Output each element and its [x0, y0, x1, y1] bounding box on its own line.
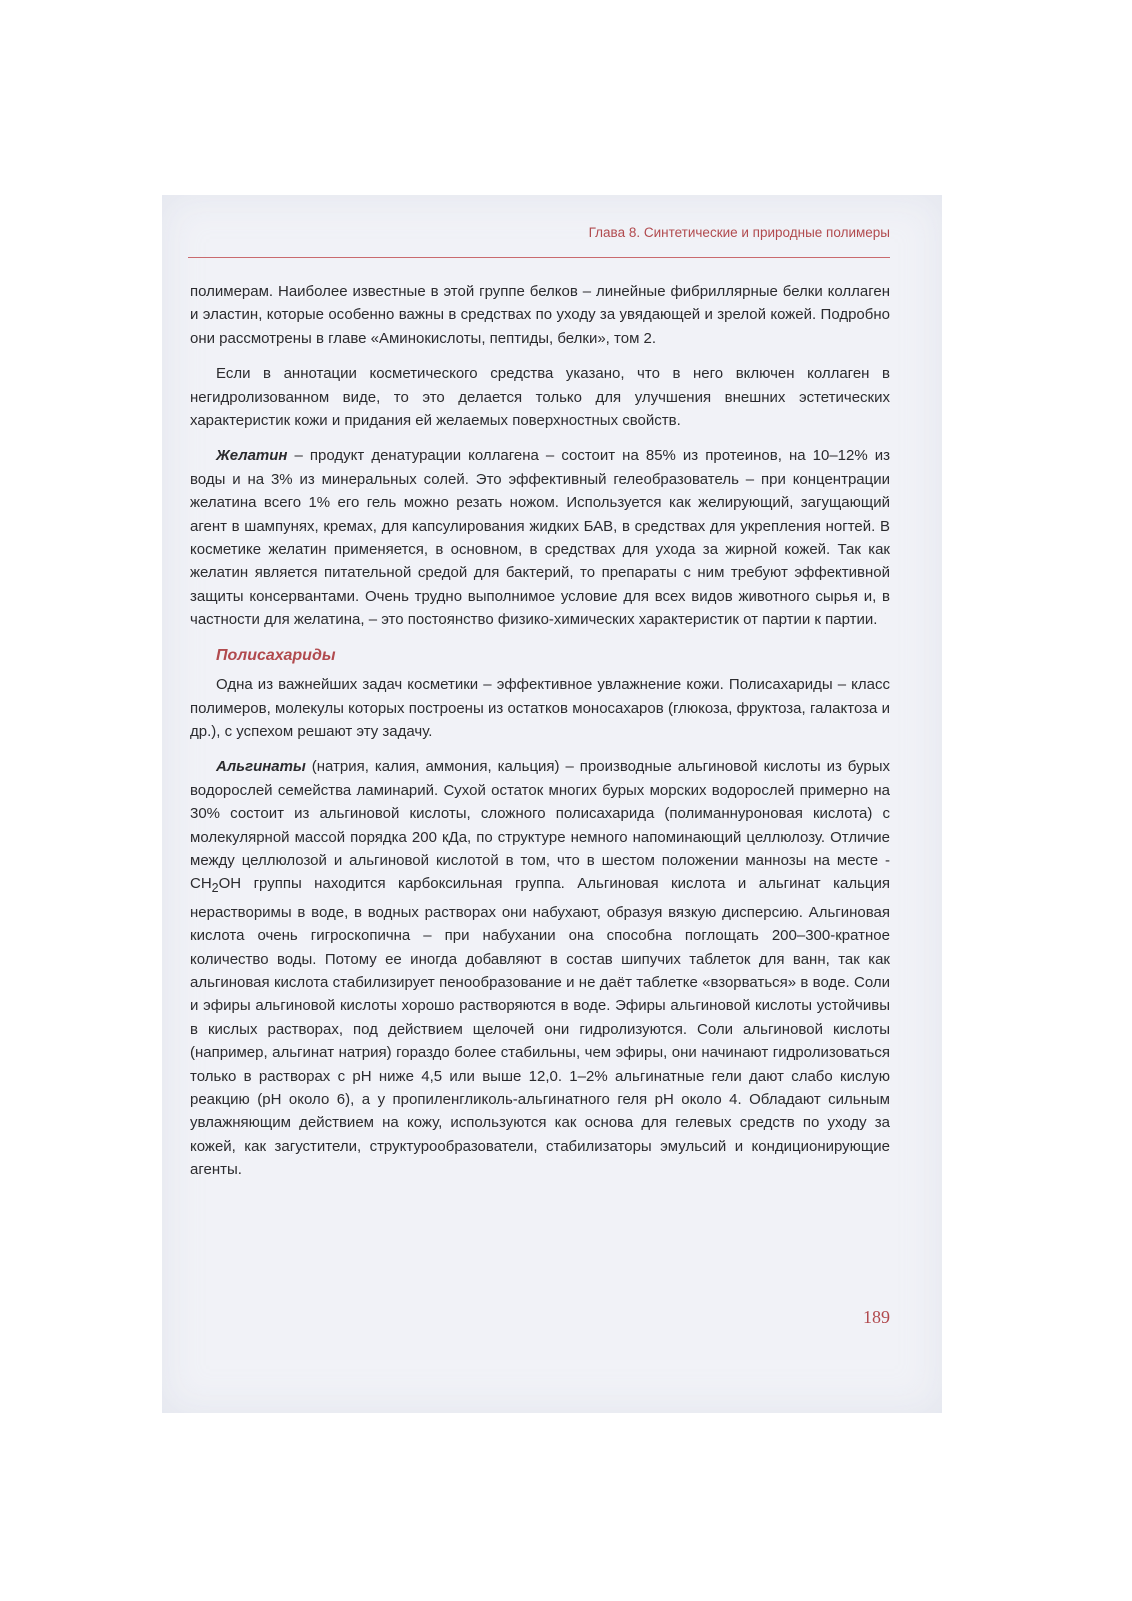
- book-page: [162, 195, 942, 1413]
- alginates-text-a: (натрия, калия, аммония, кальция) – производные альгиновой кислоты из бурых водорослей семейства ламинарий. Сухой остаток многих бурых морских водорослей примерно на 30% состоит из альгиновой кислоты, сложного полисахарида (полиманнуроновая кислота) с молекулярной массой порядка 200 кДа, по структуре немного напоминающий целлюлозу. Отличие между целлюлозой и альгиновой кислотой в том, что в шестом положении маннозы на месте -CH: [190, 758, 890, 893]
- term-gelatin: Желатин: [216, 447, 288, 465]
- term-alginates: Альгинаты: [216, 758, 306, 776]
- paragraph-continued: полимерам. Наиболее известные в этой группе белков – линейные фибриллярные белки коллаген и эластин, которые особенно важны в средствах по уходу за увядающей и зрелой кожей. Подробно они рассмотрены в главе «Аминокислоты, пептиды, белки», том 2.: [190, 283, 890, 347]
- section-heading-polysaccharides: Полисахариды: [216, 646, 336, 664]
- paragraph-gelatin: [190, 444, 890, 631]
- running-header: Глава 8. Синтетические и природные полимеры: [588, 225, 890, 240]
- page-number: 189: [863, 1307, 890, 1327]
- header-rule: [188, 257, 890, 258]
- subscript-2: 2: [211, 881, 219, 896]
- gelatin-text: – продукт денатурации коллагена – состоит на 85% из протеинов, на 10–12% из воды и на 3% из минеральных солей. Это эффективный гелеобразователь – при концентрации желатина всего 1% его гель можно резать ножом. Используется как желирующий, загущающий агент в шампунях, кремах, для капсулирования жидких БАВ, в средствах для укрепления ногтей. В косметике желатин применяется, в основном, в средствах для ухода за жирной кожей. Так как желатин является питательной средой для бактерий, то препараты с ним требуют эффективной защиты консервантами. Очень трудно выполнимое условие для всех видов животного сырья и, в частности для желатина, – это постоянство физико-химических характеристик от партии к партии.: [190, 447, 890, 629]
- paragraph-alginates: [190, 755, 890, 1181]
- paragraph-collagen: Если в аннотации косметического средства указано, что в него включен коллаген в негидролизованном виде, то это делается только для улучшения внешних эстетических характеристик кожи и придания ей желаемых поверхностных свойств.: [190, 365, 890, 430]
- paragraph-polysaccharides: Одна из важнейших задач косметики – эффективное увлажнение кожи. Полисахариды – класс полимеров, молекулы которых построены из остатков моносахаров (глюкоза, фруктоза, галактоза и др.), с успехом решают эту задачу.: [190, 676, 890, 740]
- alginates-text-b: OH группы находится карбоксильная группа. Альгиновая кислота и альгинат кальция нерастворимы в воде, в водных растворах они набухают, образуя вязкую дисперсию. Альгиновая кислота очень гигроскопична – при набухании она способна поглощать 200–300-кратное количество воды. Потому ее иногда добавляют в состав шипучих таблеток для ванн, так как альгиновая кислота стабилизирует пенообразование и не даёт таблетке «взорваться» в воде. Соли и эфиры альгиновой кислоты хорошо растворяются в воде. Эфиры альгиновой кислоты устойчивы в кислых растворах, под действием щелочей они гидролизуются. Соли альгиновой кислоты (например, альгинат натрия) гораздо более стабильны, чем эфиры, они начинают гидролизоваться только в растворах с pH ниже 4,5 или выше 12,0. 1–2% альгинатные гели дают слабо кислую реакцию (pH около 6), а у пропиленгликоль-альгинатного геля pH около 4. Обладают сильным увлажняющим действием на кожу, используются как основа для гелевых средств по уходу за кожей, как загустители, структурообразователи, стабилизаторы эмульсий и кондиционирующие агенты.: [190, 875, 890, 1179]
- page-body: [190, 280, 890, 1194]
